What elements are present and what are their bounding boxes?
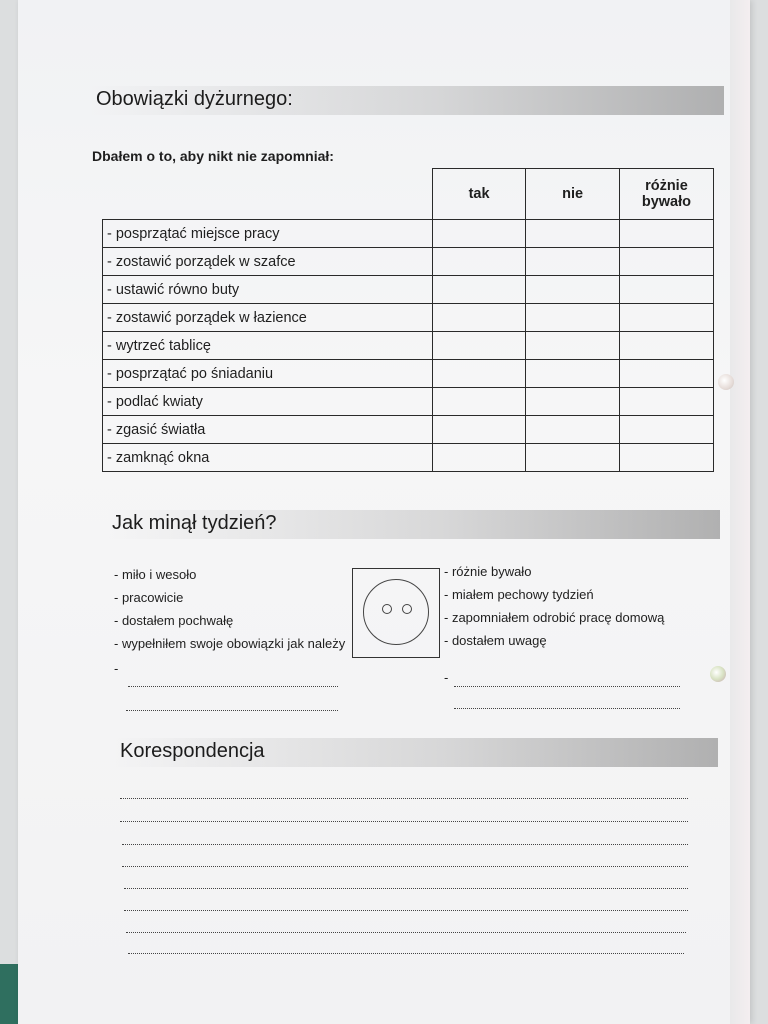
duties-header-row	[103, 169, 714, 220]
task-label: - posprzątać po śniadaniu	[103, 360, 433, 388]
correspondence-line-4[interactable]	[122, 866, 688, 867]
write-in-line-left-2[interactable]	[126, 710, 338, 711]
section-title-duties: Obowiązki dyżurnego:	[90, 86, 724, 115]
list-item: - miło i wesoło	[114, 567, 197, 582]
checkbox-cell-roznie[interactable]	[619, 220, 713, 248]
checkbox-cell-nie[interactable]	[526, 444, 620, 472]
checkbox-cell-tak[interactable]	[432, 388, 526, 416]
checkbox-cell-nie[interactable]	[526, 388, 620, 416]
table-row	[103, 360, 714, 388]
checkbox-cell-nie[interactable]	[526, 360, 620, 388]
column-header-tak: tak	[432, 169, 526, 220]
list-item: - wypełniłem swoje obowiązki jak należy	[114, 636, 346, 651]
correspondence-line-6[interactable]	[124, 910, 688, 911]
write-in-line-right-1[interactable]	[454, 686, 680, 687]
task-label: - zgasić światła	[103, 416, 433, 444]
checkbox-cell-nie[interactable]	[526, 332, 620, 360]
correspondence-line-3[interactable]	[122, 844, 688, 845]
checkbox-cell-tak[interactable]	[432, 248, 526, 276]
checkbox-cell-roznie[interactable]	[619, 276, 713, 304]
checkbox-cell-roznie[interactable]	[619, 416, 713, 444]
face-eye-right	[402, 604, 412, 614]
week-options-right	[444, 560, 744, 689]
checkbox-cell-tak[interactable]	[432, 332, 526, 360]
checkbox-cell-tak[interactable]	[432, 276, 526, 304]
task-label: - zostawić porządek w łazience	[103, 304, 433, 332]
table-row	[103, 276, 714, 304]
checkbox-cell-roznie[interactable]	[619, 332, 713, 360]
write-in-line-right-2[interactable]	[454, 708, 680, 709]
checkbox-cell-tak[interactable]	[432, 416, 526, 444]
correspondence-line-2[interactable]	[120, 821, 688, 822]
checkbox-cell-tak[interactable]	[432, 360, 526, 388]
column-header-roznie-bywalo: różnie bywało	[619, 169, 713, 220]
neutral-face-icon	[363, 579, 429, 645]
checkbox-cell-nie[interactable]	[526, 248, 620, 276]
checkbox-cell-roznie[interactable]	[619, 444, 713, 472]
table-row	[103, 388, 714, 416]
checkbox-cell-tak[interactable]	[432, 304, 526, 332]
checkbox-cell-nie[interactable]	[526, 276, 620, 304]
duties-table	[102, 168, 714, 472]
header-blank-cell	[103, 169, 433, 220]
correspondence-line-7[interactable]	[126, 932, 686, 933]
list-item: - różnie bywało	[444, 564, 532, 579]
correspondence-line-5[interactable]	[124, 888, 688, 889]
face-frame	[352, 568, 440, 658]
table-row	[103, 220, 714, 248]
task-label: - zostawić porządek w szafce	[103, 248, 433, 276]
checkbox-cell-nie[interactable]	[526, 304, 620, 332]
list-item: - dostałem pochwałę	[114, 613, 234, 628]
page-edge-shadow	[730, 0, 750, 1024]
correspondence-line-8[interactable]	[128, 953, 684, 954]
list-item-blank: -	[114, 661, 119, 676]
punch-hole	[710, 666, 726, 682]
worksheet-page	[18, 0, 750, 1024]
table-row	[103, 444, 714, 472]
table-row	[103, 332, 714, 360]
list-item: - dostałem uwagę	[444, 633, 547, 648]
checkbox-cell-roznie[interactable]	[619, 388, 713, 416]
checkbox-cell-roznie[interactable]	[619, 248, 713, 276]
task-label: - podlać kwiaty	[103, 388, 433, 416]
list-item: - pracowicie	[114, 590, 184, 605]
section-title-week: Jak minął tydzień?	[106, 510, 720, 539]
checkbox-cell-roznie[interactable]	[619, 304, 713, 332]
section-title-correspondence: Korespondencja	[114, 738, 718, 767]
task-label: - zamknąć okna	[103, 444, 433, 472]
week-options-left	[114, 563, 354, 680]
task-label: - ustawić równo buty	[103, 276, 433, 304]
duties-intro: Dbałem o to, aby nikt nie zapomniał:	[92, 148, 334, 164]
table-row	[103, 416, 714, 444]
list-item: - miałem pechowy tydzień	[444, 587, 594, 602]
checkbox-cell-nie[interactable]	[526, 220, 620, 248]
task-label: - wytrzeć tablicę	[103, 332, 433, 360]
list-item: - zapomniałem odrobić pracę domową	[444, 610, 665, 625]
task-label: - posprzątać miejsce pracy	[103, 220, 433, 248]
checkbox-cell-tak[interactable]	[432, 444, 526, 472]
punch-hole	[718, 374, 734, 390]
correspondence-line-1[interactable]	[120, 798, 688, 799]
write-in-line-left-1[interactable]	[128, 686, 338, 687]
table-row	[103, 248, 714, 276]
checkbox-cell-roznie[interactable]	[619, 360, 713, 388]
table-row	[103, 304, 714, 332]
checkbox-cell-nie[interactable]	[526, 416, 620, 444]
list-item-blank: -	[444, 670, 449, 685]
column-header-nie: nie	[526, 169, 620, 220]
checkbox-cell-tak[interactable]	[432, 220, 526, 248]
face-eye-left	[382, 604, 392, 614]
